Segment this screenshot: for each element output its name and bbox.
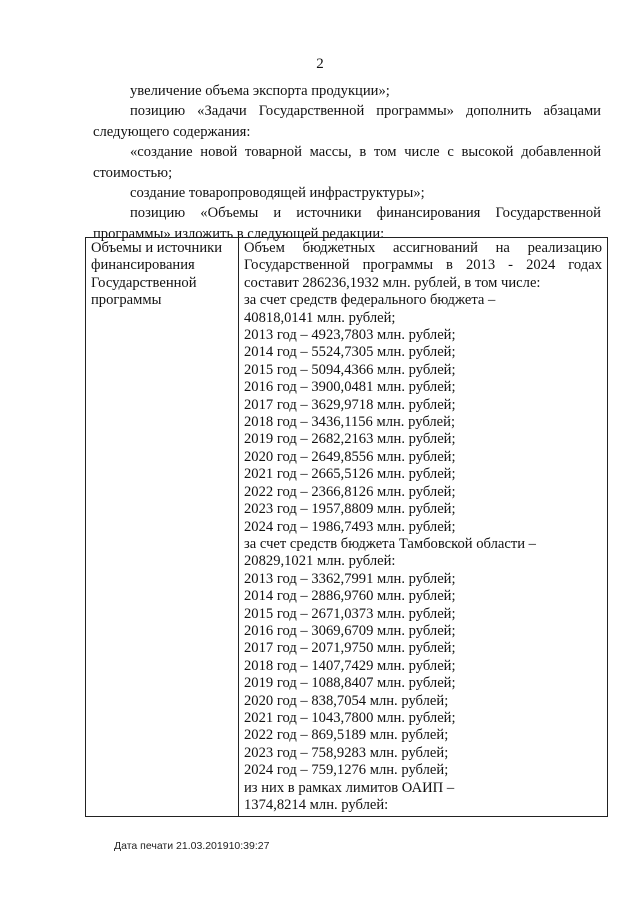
print-date: Дата печати 21.03.201910:39:27 <box>114 840 270 852</box>
federal-year-2014: 2014 год – 5524,7305 млн. рублей; <box>244 344 456 361</box>
table-intro: Объем бюджетных ассигнований на реализацию Государственной программы в 2013 - 2024 годах составит 286236,1932 млн. рублей, в том числе: <box>244 240 602 291</box>
regional-year-2016: 2016 год – 3069,6709 млн. рублей; <box>244 622 456 639</box>
federal-year-2018: 2018 год – 3436,1156 млн. рублей; <box>244 414 456 431</box>
financing-table <box>85 237 608 817</box>
table-label-cell <box>86 238 239 817</box>
paragraph-4: создание товаропроводящей инфраструктуры»; <box>130 185 425 202</box>
federal-year-2024: 2024 год – 1986,7493 млн. рублей; <box>244 518 456 535</box>
regional-year-2013: 2013 год – 3362,7991 млн. рублей; <box>244 570 456 587</box>
regional-year-2024: 2024 год – 759,1276 млн. рублей; <box>244 762 449 779</box>
regional-total: 20829,1021 млн. рублей: <box>244 553 396 570</box>
federal-year-2022: 2022 год – 2366,8126 млн. рублей; <box>244 483 456 500</box>
regional-year-2017: 2017 год – 2071,9750 млн. рублей; <box>244 640 456 657</box>
table-row <box>86 238 608 817</box>
paragraph-1: увеличение объема экспорта продукции»; <box>130 83 390 99</box>
table-label: Объемы и источники финансирования Государственной программы <box>91 240 223 309</box>
federal-year-2020: 2020 год – 2649,8556 млн. рублей; <box>244 448 456 465</box>
federal-heading: за счет средств федерального бюджета – <box>244 292 496 309</box>
federal-year-2023: 2023 год – 1957,8809 млн. рублей; <box>244 501 456 518</box>
regional-year-2023: 2023 год – 758,9283 млн. рублей; <box>244 744 449 761</box>
federal-year-2017: 2017 год – 3629,9718 млн. рублей; <box>244 396 456 413</box>
document-body <box>93 81 601 244</box>
regional-year-2019: 2019 год – 1088,8407 млн. рублей; <box>244 675 456 692</box>
federal-year-2013: 2013 год – 4923,7803 млн. рублей; <box>244 327 456 344</box>
regional-year-2020: 2020 год – 838,7054 млн. рублей; <box>244 692 449 709</box>
federal-year-2016: 2016 год – 3900,0481 млн. рублей; <box>244 379 456 396</box>
oaip-total: 1374,8214 млн. рублей: <box>244 797 389 813</box>
federal-total: 40818,0141 млн. рублей; <box>244 309 396 326</box>
table-content-cell <box>239 238 608 817</box>
paragraph-2: позицию «Задачи Государственной программы» дополнить абзацами следующего содержания: <box>93 103 601 140</box>
regional-year-2014: 2014 год – 2886,9760 млн. рублей; <box>244 588 456 605</box>
regional-year-2015: 2015 год – 2671,0373 млн. рублей; <box>244 605 456 622</box>
page-number: 2 <box>316 56 324 72</box>
regional-year-2021: 2021 год – 1043,7800 млн. рублей; <box>244 709 456 726</box>
federal-year-2021: 2021 год – 2665,5126 млн. рублей; <box>244 466 456 483</box>
paragraph-3: «создание новой товарной массы, в том числе с высокой добавленной стоимостью; <box>93 144 601 181</box>
regional-year-2018: 2018 год – 1407,7429 млн. рублей; <box>244 657 456 674</box>
federal-year-2019: 2019 год – 2682,2163 млн. рублей; <box>244 431 456 448</box>
regional-year-2022: 2022 год – 869,5189 млн. рублей; <box>244 727 449 744</box>
paragraph-5: позицию «Объемы и источники финансирования Государственной программы» изложить в следующей редакции: <box>93 205 601 242</box>
oaip-heading: из них в рамках лимитов ОАИП – <box>244 779 455 796</box>
regional-heading: за счет средств бюджета Тамбовской области – <box>244 535 536 552</box>
federal-year-2015: 2015 год – 5094,4366 млн. рублей; <box>244 361 456 378</box>
